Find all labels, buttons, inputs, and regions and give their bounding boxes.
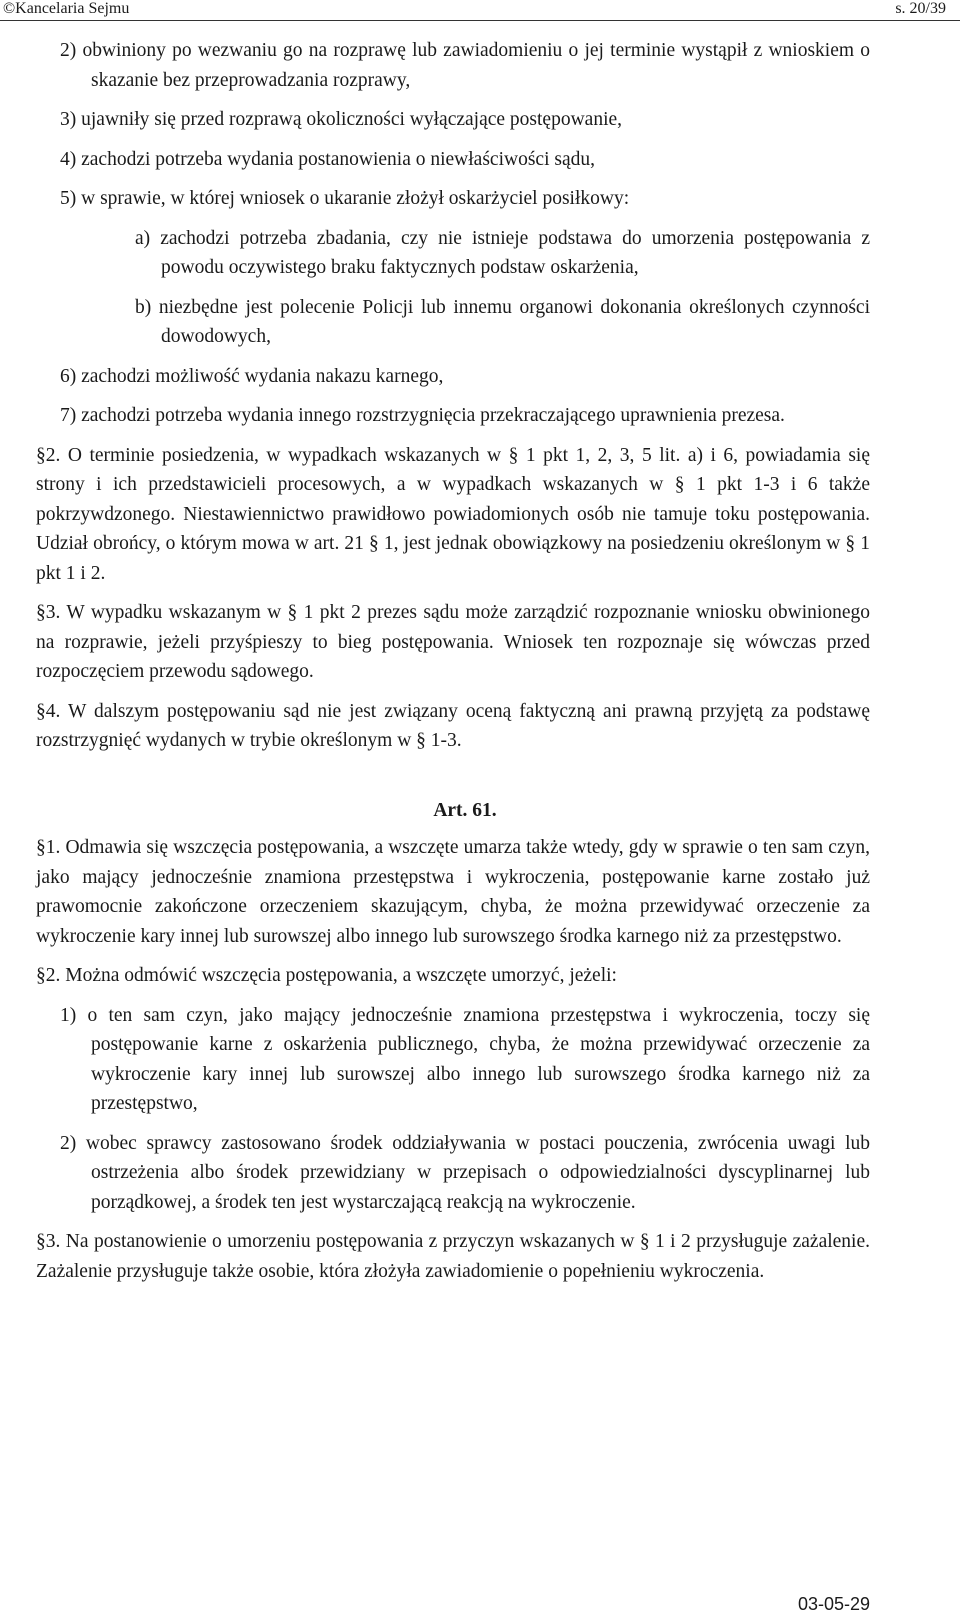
list-item-7: 7) zachodzi potrzeba wydania innego rozstrzygnięcia przekraczającego uprawnienia prezesa. (60, 405, 785, 426)
list-item-2: 2) obwiniony po wezwaniu go na rozprawę lub zawiadomieniu o jej terminie wystąpił z wnioskiem o skazanie bez przeprowadzania rozprawy, (60, 40, 870, 91)
art61-list-item-1: 1) o ten sam czyn, jako mający jednocześnie znamiona przestępstwa i wykroczenia, toczy się postępowanie karne z oskarżenia publicznego, chyba, że można przewidywać orzeczenie za wykroczenie kary innej lub surowszej albo innego lub surowszego środka karnego niż za przestępstwo, (60, 1004, 870, 1114)
art61-list-item-2: 2) wobec sprawcy zastosowano środek oddziaływania w postaci pouczenia, zwrócenia uwagi lub ostrzeżenia albo środek przewidziany w przepisach o odpowiedzialności dyscyplinarnej lub porządkowej, a środek ten jest wystarczającą reakcją na wykroczenie. (60, 1132, 870, 1213)
paragraph-3: §3. W wypadku wskazanym w § 1 pkt 2 prezes sądu może zarządzić rozpoznanie wniosku obwinionego na rozprawie, jeżeli przyśpieszy to bieg postępowania. Wniosek ten rozpoznaje się wówczas przed rozpoczęciem przewodu sądowego. (36, 602, 870, 682)
header-page-number: s. 20/39 (895, 0, 946, 17)
paragraph-2: §2. O terminie posiedzenia, w wypadkach wskazanych w § 1 pkt 1, 2, 3, 5 lit. a) i 6, powiadamia się strony i ich przedstawicieli procesowych, a w wypadkach wskazanych w § 1 pkt 1-3 i 6 także pokrzywdzonego. Niestawiennictwo prawidłowo powiadomionych osób nie tamuje toku postępowania. Udział obrońcy, o którym mowa w art. 21 § 1, jest jednak obowiązkowy na posiedzeniu określonym w § 1 pkt 1 i 2. (36, 444, 870, 584)
sublist-item-b (135, 293, 870, 352)
document-body (36, 36, 870, 1296)
sublist-item-b-text: b) niezbędne jest polecenie Policji lub innemu organowi dokonania określonych czynności dowodowych, (135, 296, 870, 347)
list-item-5: 5) w sprawie, w której wniosek o ukaranie złożył oskarżyciel posiłkowy: (60, 188, 630, 209)
sublist-item-a (135, 224, 870, 283)
article-title: Art. 61. (433, 799, 497, 821)
list-item-6: 6) zachodzi możliwość wydania nakazu karnego, (60, 365, 444, 387)
header-copyright: ©Kancelaria Sejmu (3, 0, 130, 17)
art61-paragraph-1: §1. Odmawia się wszczęcia postępowania, a wszczęte umarza także wtedy, gdy w sprawie o ten sam czyn, jako mający jednocześnie znamiona przestępstwa i wykroczenia, postępowanie karne zostało już prawomocnie zakończone orzeczeniem skazującym, chyba, że można przewidywać orzeczenie za wykroczenie kary innej lub surowszej albo innego lub surowszego środka karnego niż za przestępstwo. (36, 837, 870, 947)
list-item-4: 4) zachodzi potrzeba wydania postanowienia o niewłaściwości sądu, (60, 148, 595, 170)
footer-date: 03-05-29 (797, 1594, 870, 1614)
art61-paragraph-2: §2. Można odmówić wszczęcia postępowania, a wszczęte umorzyć, jeżeli: (36, 965, 617, 986)
art61-paragraph-3: §3. Na postanowienie o umorzeniu postępowania z przyczyn wskazanych w § 1 i 2 przysługuje zażalenie. Zażalenie przysługuje także osobie, która złożyła zawiadomienie o popełnieniu wykroczenia. (36, 1231, 870, 1282)
paragraph-4: §4. W dalszym postępowaniu sąd nie jest związany oceną faktyczną ani prawną przyjętą za podstawę rozstrzygnięć wydanych w trybie określonym w § 1-3. (36, 700, 870, 751)
sublist-item-a-text: a) zachodzi potrzeba zbadania, czy nie istnieje podstawa do umorzenia postępowania z powodu oczywistego braku faktycznych podstaw oskarżenia, (135, 227, 870, 278)
list-item-3: 3) ujawniły się przed rozprawą okoliczności wyłączające postępowanie, (60, 109, 623, 130)
page-header (0, 0, 960, 21)
